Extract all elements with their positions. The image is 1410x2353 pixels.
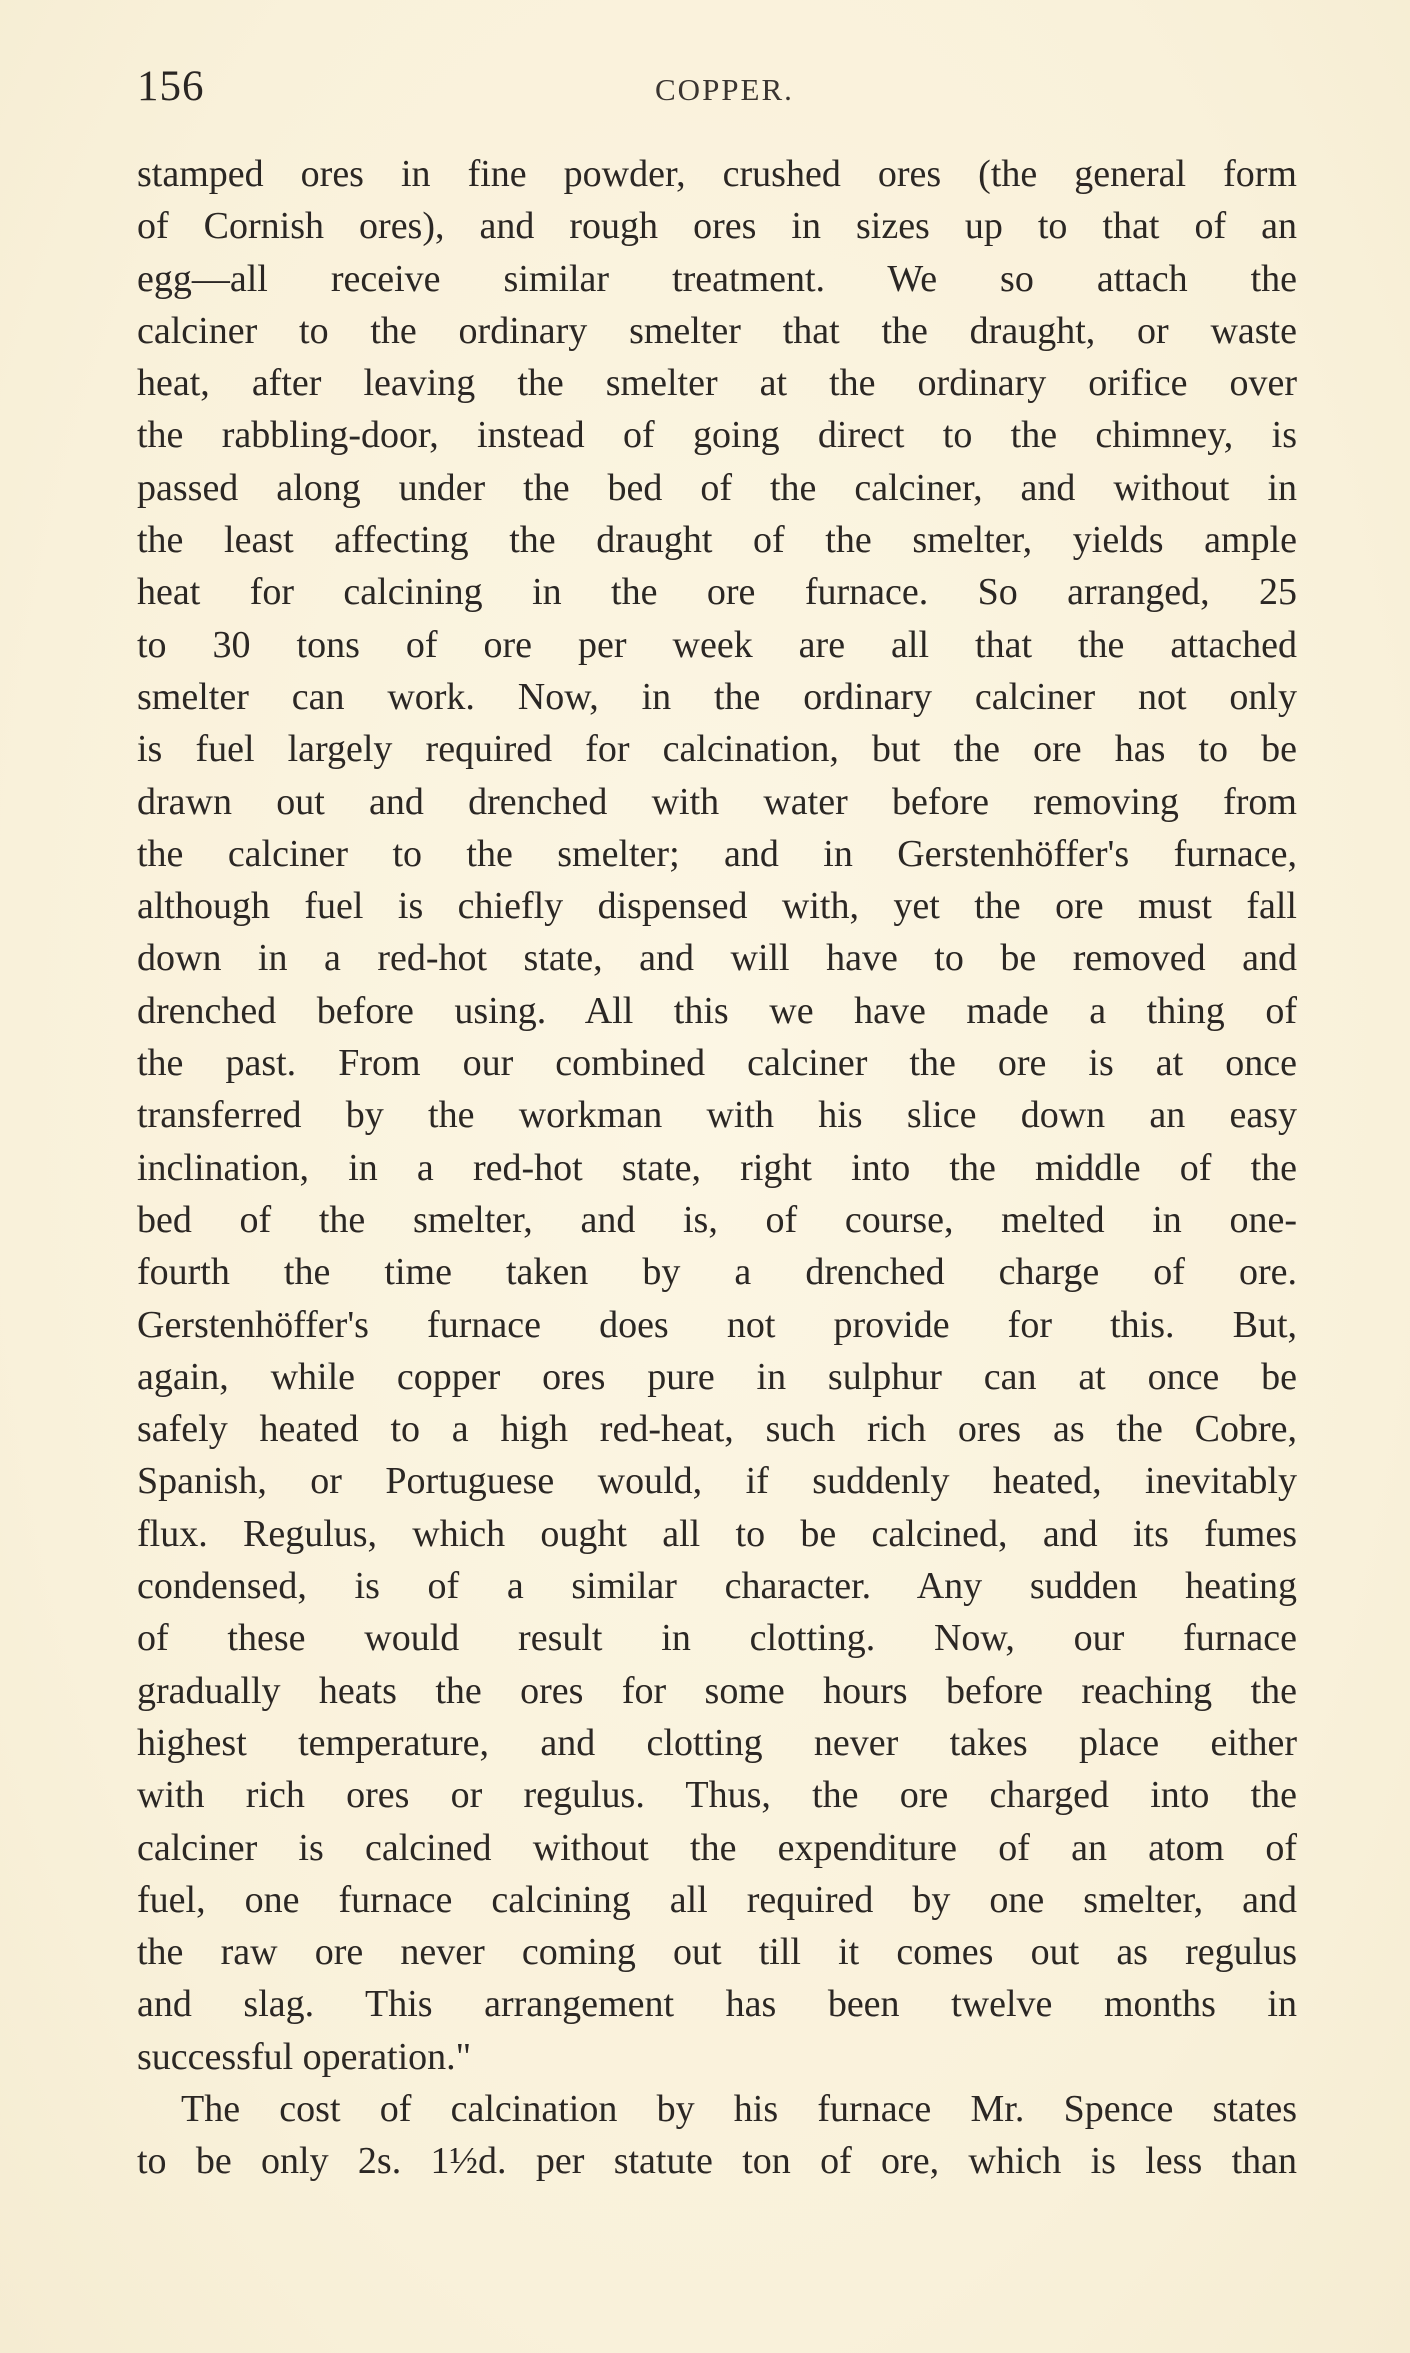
text-line: the least affecting the draught of the smelter, yields ample — [137, 519, 1297, 562]
text-line: again, while copper ores pure in sulphur can at once be — [137, 1355, 1297, 1398]
text-line: heat for calcining in the ore furnace. So arranged, 25 — [137, 571, 1297, 614]
text-line: smelter can work. Now, in the ordinary calciner not only — [137, 675, 1297, 718]
text-line: passed along under the bed of the calciner, and without in — [137, 466, 1297, 509]
text-line: to be only 2s. 1½d. per statute ton of ore, which is less than — [137, 2140, 1297, 2183]
text-line: the past. From our combined calciner the ore is at once — [137, 1042, 1297, 1085]
text-line: egg—all receive similar treatment. We so attach the — [137, 257, 1297, 300]
running-title: COPPER. — [655, 72, 794, 107]
text-line: Gerstenhöffer's furnace does not provide for this. But, — [137, 1303, 1297, 1346]
text-line: and slag. This arrangement has been twelve months in — [137, 1983, 1297, 2026]
text-line: stamped ores in fine powder, crushed ores (the general form — [137, 153, 1297, 195]
text-line: the calciner to the smelter; and in Gerstenhöffer's furnace, — [137, 832, 1297, 875]
text-line: flux. Regulus, which ought all to be calcined, and its fumes — [137, 1512, 1297, 1555]
text-line: inclination, in a red-hot state, right into the middle of the — [137, 1146, 1297, 1189]
text-line: the rabbling-door, instead of going direct to the chimney, is — [137, 414, 1297, 457]
body-text — [137, 148, 1297, 2188]
text-line: down in a red-hot state, and will have to be removed and — [137, 937, 1297, 980]
text-line: highest temperature, and clotting never takes place either — [137, 1721, 1297, 1764]
text-line: with rich ores or regulus. Thus, the ore charged into the — [137, 1774, 1297, 1817]
text-line: gradually heats the ores for some hours before reaching the — [137, 1669, 1297, 1712]
text-line: fourth the time taken by a drenched charge of ore. — [137, 1251, 1297, 1294]
paragraph-calcination-cost — [137, 2083, 1297, 2188]
text-line: of these would result in clotting. Now, our furnace — [137, 1617, 1297, 1660]
text-line: to 30 tons of ore per week are all that the attached — [137, 623, 1297, 666]
text-line: of Cornish ores), and rough ores in sizes up to that of an — [137, 205, 1297, 248]
text-line: fuel, one furnace calcining all required by one smelter, and — [137, 1878, 1297, 1921]
running-head — [137, 62, 1297, 122]
paragraph-quote-continuation — [137, 148, 1297, 2083]
text-line: heat, after leaving the smelter at the ordinary orifice over — [137, 362, 1297, 405]
text-line: calciner to the ordinary smelter that the draught, or waste — [137, 309, 1297, 352]
text-line: the raw ore never coming out till it comes out as regulus — [137, 1931, 1297, 1974]
text-line: drawn out and drenched with water before removing from — [137, 780, 1297, 823]
text-line: calciner is calcined without the expenditure of an atom of — [137, 1826, 1297, 1869]
text-line: bed of the smelter, and is, of course, melted in one- — [137, 1198, 1297, 1241]
text-line: transferred by the workman with his slice down an easy — [137, 1094, 1297, 1137]
page-number: 156 — [137, 63, 205, 110]
text-line: drenched before using. All this we have made a thing of — [137, 989, 1297, 1032]
text-line: The cost of calcination by his furnace Mr. Spence states — [181, 2087, 1297, 2130]
text-line: although fuel is chiefly dispensed with, yet the ore must fall — [137, 885, 1297, 928]
text-line: successful operation." — [137, 2035, 472, 2078]
text-line: Spanish, or Portuguese would, if suddenly heated, inevitably — [137, 1460, 1297, 1503]
text-line: safely heated to a high red-heat, such rich ores as the Cobre, — [137, 1408, 1297, 1451]
text-line: condensed, is of a similar character. Any sudden heating — [137, 1565, 1297, 1608]
text-line: is fuel largely required for calcination, but the ore has to be — [137, 728, 1297, 771]
